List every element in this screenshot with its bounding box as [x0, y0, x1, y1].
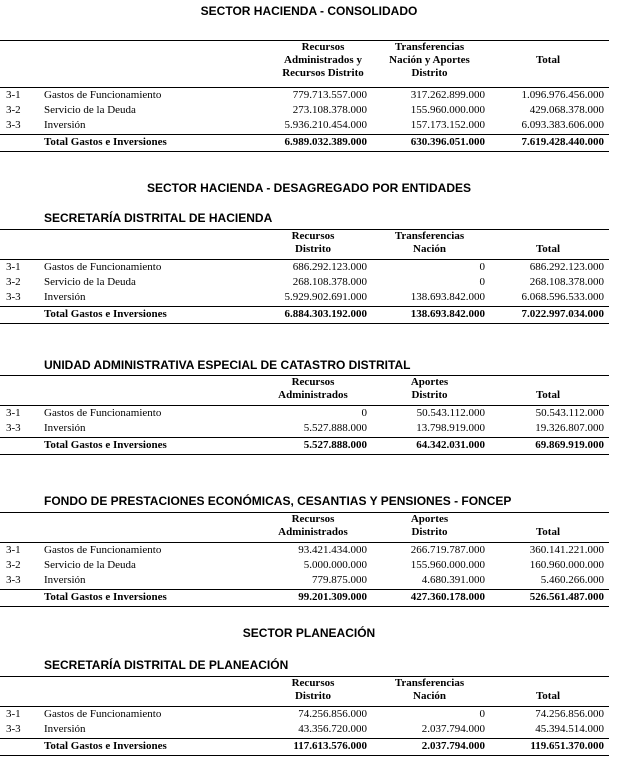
total-value-aportes: 64.342.031.000 — [416, 439, 485, 451]
total-row — [0, 307, 609, 322]
row-description: Gastos de Funcionamiento — [44, 407, 162, 419]
total-label: Total Gastos e Inversiones — [44, 591, 167, 603]
total-value-total: 7.022.997.034.000 — [521, 308, 604, 320]
header-line: Distrito — [411, 67, 448, 79]
total-row — [0, 739, 609, 754]
total-value-recursos: 117.613.576.000 — [293, 740, 367, 752]
row-code: 3-3 — [6, 723, 21, 735]
row-value-total: 45.394.514.000 — [535, 723, 604, 735]
total-label: Total Gastos e Inversiones — [44, 740, 167, 752]
header-line: Distrito — [411, 389, 448, 401]
header-line: Total — [535, 243, 561, 255]
row-value-total: 19.326.807.000 — [535, 422, 604, 434]
row-description: Inversión — [44, 723, 86, 735]
row-value-recursos: 779.713.557.000 — [292, 89, 367, 101]
row-value-transferencias: 317.262.899.000 — [410, 89, 485, 101]
total-row — [0, 438, 609, 453]
total-value-total: 7.619.428.440.000 — [521, 136, 604, 148]
row-value-recursos: 268.108.378.000 — [292, 276, 367, 288]
row-value-aportes: 50.543.112.000 — [416, 407, 485, 419]
row-description: Inversión — [44, 291, 86, 303]
header-line: Administrados — [278, 526, 348, 538]
table-bottom-rule — [0, 323, 609, 324]
header-line: Transferencias — [394, 677, 465, 689]
table-row — [0, 260, 609, 275]
column-header-total — [498, 526, 598, 539]
total-value-total: 119.651.370.000 — [530, 740, 604, 752]
row-value-total: 6.093.383.606.000 — [521, 119, 604, 131]
row-code: 3-1 — [6, 89, 21, 101]
column-header-recursos — [258, 677, 368, 703]
header-line: Nación — [413, 690, 446, 702]
entity-title-secretaria-hacienda: SECRETARÍA DISTRITAL DE HACIENDA — [44, 211, 273, 225]
header-line: Administrados y — [284, 54, 362, 66]
section-title-hacienda-desagregado: SECTOR HACIENDA - DESAGREGADO POR ENTIDADES — [146, 181, 472, 195]
row-code: 3-3 — [6, 574, 21, 586]
row-code: 3-1 — [6, 544, 21, 556]
row-value-recursos: 686.292.123.000 — [292, 261, 367, 273]
total-row — [0, 590, 609, 605]
row-description: Gastos de Funcionamiento — [44, 544, 162, 556]
row-value-transferencias: 0 — [479, 708, 485, 720]
row-description: Servicio de la Deuda — [44, 276, 136, 288]
table-row — [0, 558, 609, 573]
total-label: Total Gastos e Inversiones — [44, 136, 167, 148]
entity-title-catastro: UNIDAD ADMINISTRATIVA ESPECIAL DE CATASTRO DISTRITAL — [44, 358, 411, 372]
column-header-total — [498, 54, 598, 67]
row-value-transferencias: 157.173.152.000 — [410, 119, 485, 131]
row-value-total: 6.068.596.533.000 — [521, 291, 604, 303]
column-header-aportes — [372, 376, 487, 402]
total-value-total: 69.869.919.000 — [535, 439, 604, 451]
row-code: 3-2 — [6, 559, 21, 571]
entity-title-secretaria-planeacion: SECRETARÍA DISTRITAL DE PLANEACIÓN — [44, 658, 289, 672]
row-value-total: 686.292.123.000 — [529, 261, 604, 273]
total-value-transferencias: 2.037.794.000 — [421, 740, 485, 752]
column-header-transferencias — [372, 41, 487, 80]
header-line: Aportes — [410, 513, 449, 525]
section-title-planeacion: SECTOR PLANEACIÓN — [242, 626, 376, 640]
row-value-total: 5.460.266.000 — [540, 574, 604, 586]
row-value-aportes: 266.719.787.000 — [410, 544, 485, 556]
total-label: Total Gastos e Inversiones — [44, 308, 167, 320]
row-description: Gastos de Funcionamiento — [44, 708, 162, 720]
column-header-total — [498, 243, 598, 256]
row-code: 3-2 — [6, 276, 21, 288]
row-code: 3-2 — [6, 104, 21, 116]
row-value-recursos: 5.000.000.000 — [303, 559, 367, 571]
row-code: 3-1 — [6, 261, 21, 273]
row-value-recursos: 5.936.210.454.000 — [284, 119, 367, 131]
row-description: Servicio de la Deuda — [44, 559, 136, 571]
header-line: Total — [535, 690, 561, 702]
row-code: 3-3 — [6, 291, 21, 303]
header-line: Distrito — [294, 243, 332, 255]
row-description: Servicio de la Deuda — [44, 104, 136, 116]
total-value-recursos: 5.527.888.000 — [303, 439, 367, 451]
header-line: Nación — [413, 243, 446, 255]
header-line: Administrados — [278, 389, 348, 401]
column-header-transferencias — [372, 230, 487, 256]
row-value-total: 360.141.221.000 — [529, 544, 604, 556]
total-value-total: 526.561.487.000 — [529, 591, 604, 603]
row-value-total: 74.256.856.000 — [535, 708, 604, 720]
column-header-transferencias — [372, 677, 487, 703]
row-value-recursos: 43.356.720.000 — [298, 723, 367, 735]
total-value-transferencias: 630.396.051.000 — [410, 136, 485, 148]
row-value-recursos: 93.421.434.000 — [298, 544, 367, 556]
row-value-recursos: 273.108.378.000 — [292, 104, 367, 116]
table-row — [0, 275, 609, 290]
total-value-recursos: 99.201.309.000 — [298, 591, 367, 603]
row-value-recursos: 5.929.902.691.000 — [284, 291, 367, 303]
row-value-transferencias: 0 — [479, 276, 485, 288]
table-row — [0, 722, 609, 737]
row-value-transferencias: 138.693.842.000 — [410, 291, 485, 303]
header-line: Recursos — [291, 230, 335, 242]
table-bottom-rule — [0, 151, 609, 152]
header-line: Recursos Distrito — [282, 67, 364, 79]
row-value-total: 268.108.378.000 — [529, 276, 604, 288]
header-line: Distrito — [411, 526, 448, 538]
table-bottom-rule — [0, 755, 609, 756]
row-code: 3-3 — [6, 422, 21, 434]
table-row — [0, 118, 609, 133]
column-header-recursos — [258, 513, 368, 539]
header-line: Transferencias — [394, 41, 465, 53]
row-value-recursos: 0 — [361, 407, 367, 419]
column-header-recursos — [258, 230, 368, 256]
column-header-recursos — [258, 41, 388, 80]
header-line: Recursos — [291, 513, 335, 525]
row-value-aportes: 13.798.919.000 — [416, 422, 485, 434]
header-line: Total — [535, 526, 561, 538]
total-row — [0, 135, 609, 150]
entity-title-foncep: FONDO DE PRESTACIONES ECONÓMICAS, CESANTIAS Y PENSIONES - FONCEP — [44, 494, 512, 508]
row-description: Inversión — [44, 574, 86, 586]
row-code: 3-3 — [6, 119, 21, 131]
row-description: Inversión — [44, 119, 86, 131]
row-value-transferencias: 155.960.000.000 — [410, 104, 485, 116]
row-code: 3-1 — [6, 407, 21, 419]
column-header-aportes — [372, 513, 487, 539]
row-value-total: 160.960.000.000 — [529, 559, 604, 571]
row-code: 3-1 — [6, 708, 21, 720]
header-line: Aportes — [410, 376, 449, 388]
column-header-recursos — [258, 376, 368, 402]
row-value-total: 429.068.378.000 — [529, 104, 604, 116]
table-row — [0, 88, 609, 103]
section-title-hacienda-consolidado: SECTOR HACIENDA - CONSOLIDADO — [200, 4, 418, 18]
row-value-recursos: 5.527.888.000 — [303, 422, 367, 434]
total-label: Total Gastos e Inversiones — [44, 439, 167, 451]
header-line: Distrito — [294, 690, 332, 702]
row-value-transferencias: 0 — [479, 261, 485, 273]
total-value-transferencias: 138.693.842.000 — [410, 308, 485, 320]
row-description: Gastos de Funcionamiento — [44, 89, 162, 101]
table-row — [0, 707, 609, 722]
table-row — [0, 573, 609, 588]
header-line: Total — [535, 54, 561, 66]
table-row — [0, 421, 609, 436]
table-row — [0, 290, 609, 305]
header-line: Nación y Aportes — [389, 54, 470, 66]
row-value-aportes: 4.680.391.000 — [421, 574, 485, 586]
header-line: Total — [535, 389, 561, 401]
row-value-recursos: 74.256.856.000 — [298, 708, 367, 720]
row-value-total: 50.543.112.000 — [535, 407, 604, 419]
row-value-transferencias: 2.037.794.000 — [421, 723, 485, 735]
header-line: Transferencias — [394, 230, 465, 242]
row-value-total: 1.096.976.456.000 — [521, 89, 604, 101]
row-value-aportes: 155.960.000.000 — [410, 559, 485, 571]
table-bottom-rule — [0, 454, 609, 455]
table-row — [0, 543, 609, 558]
header-line: Recursos — [291, 677, 335, 689]
row-description: Inversión — [44, 422, 86, 434]
total-value-aportes: 427.360.178.000 — [410, 591, 485, 603]
header-line: Recursos — [291, 376, 335, 388]
table-bottom-rule — [0, 606, 609, 607]
column-header-total — [498, 690, 598, 703]
row-value-recursos: 779.875.000 — [312, 574, 367, 586]
column-header-total — [498, 389, 598, 402]
total-value-recursos: 6.884.303.192.000 — [284, 308, 367, 320]
total-value-recursos: 6.989.032.389.000 — [284, 136, 367, 148]
row-description: Gastos de Funcionamiento — [44, 261, 162, 273]
table-row — [0, 103, 609, 118]
header-line: Recursos — [301, 41, 345, 53]
table-row — [0, 406, 609, 421]
